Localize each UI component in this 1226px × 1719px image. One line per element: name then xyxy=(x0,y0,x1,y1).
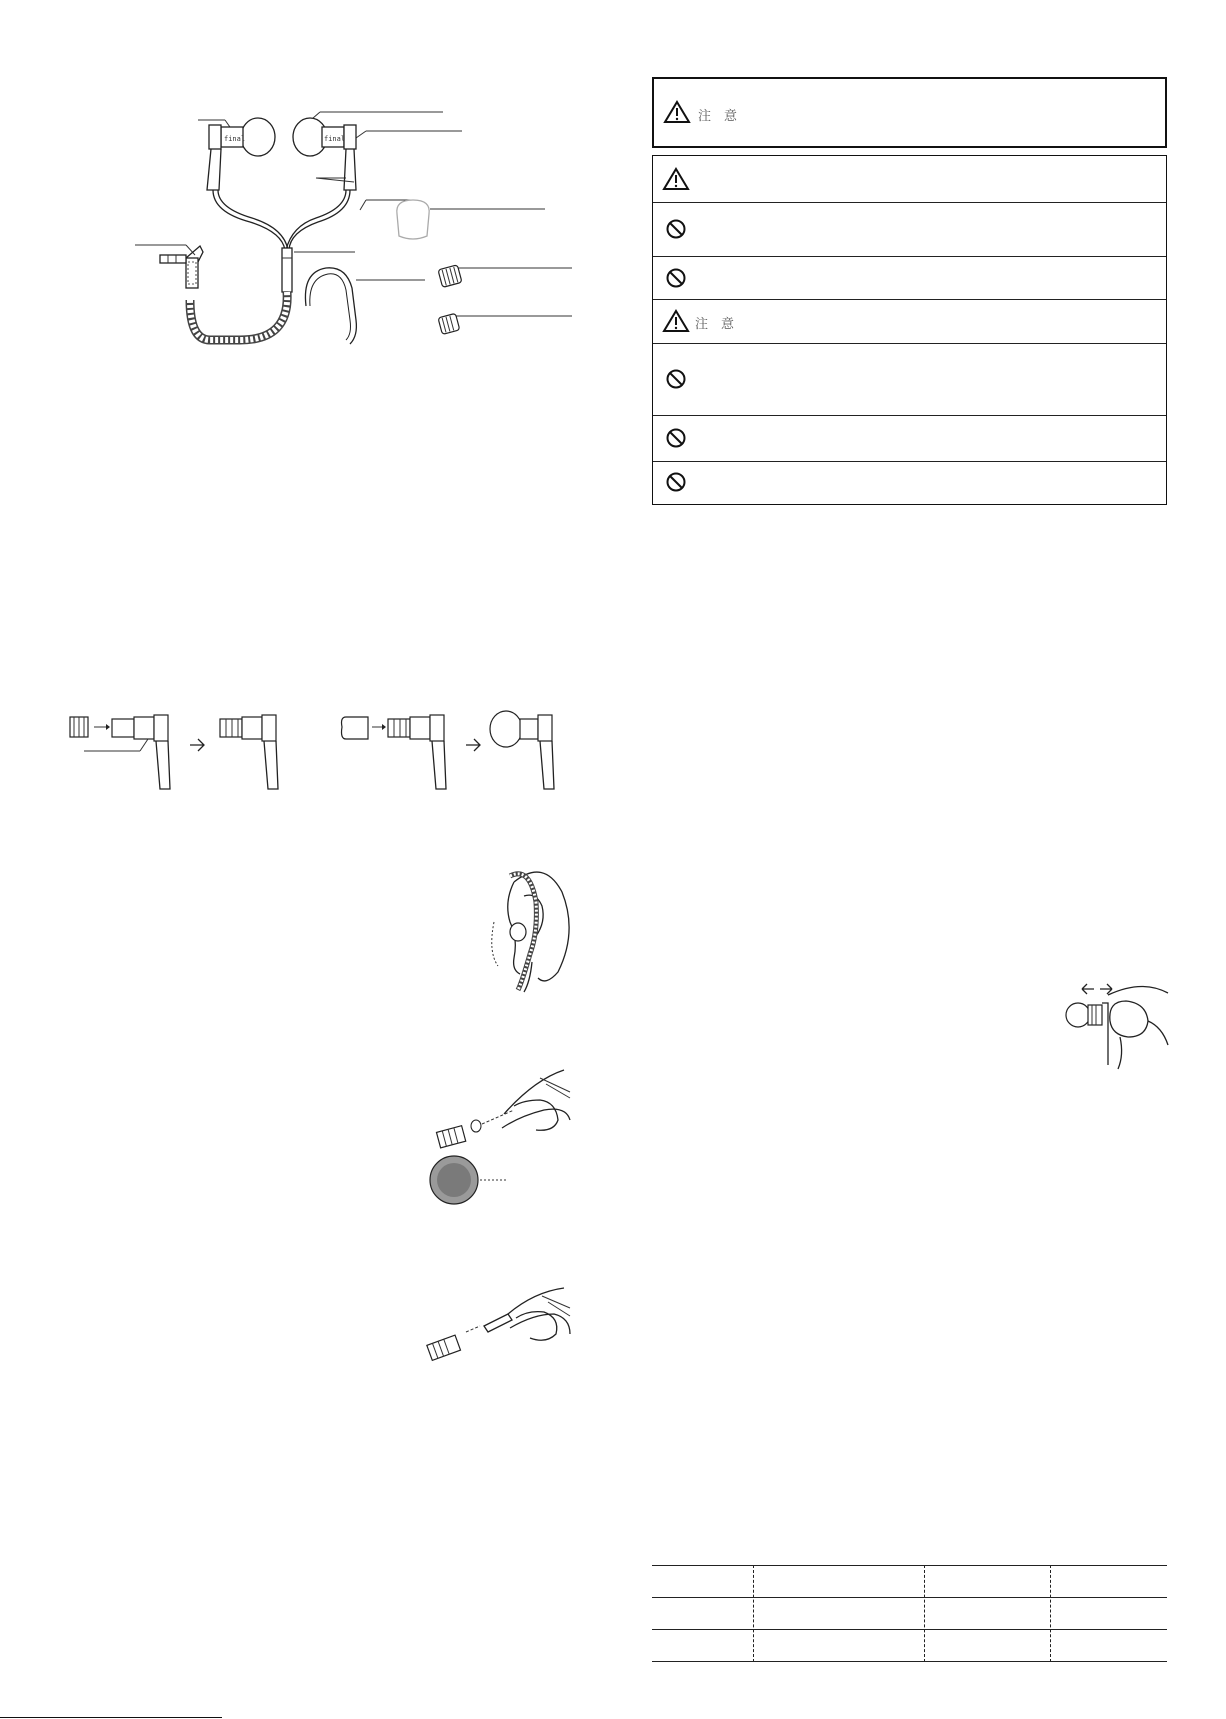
warning-triangle-icon xyxy=(663,167,689,191)
prohibition-icon xyxy=(665,427,687,449)
nozzle-attachment-diagram xyxy=(0,705,600,805)
earpiece-brand-right: final xyxy=(324,135,346,143)
spec-table-column-rule xyxy=(924,1565,925,1662)
spec-table-column-rule xyxy=(753,1565,754,1662)
prohibition-icon xyxy=(665,471,687,493)
ear-wearing-illustration xyxy=(474,862,584,1012)
fit-adjustment-illustration xyxy=(1062,975,1172,1075)
prohibition-row xyxy=(653,415,1166,462)
prohibition-row xyxy=(653,202,1166,257)
earphone-parts-diagram xyxy=(0,0,600,360)
warning-triangle-icon xyxy=(663,309,689,333)
warning-table xyxy=(652,155,1167,505)
spec-table-column-rule xyxy=(1050,1565,1051,1662)
caution-title: 注 意 xyxy=(698,109,738,124)
caution-row xyxy=(653,299,1166,344)
prohibition-row xyxy=(653,461,1166,503)
prohibition-icon xyxy=(665,267,687,289)
spec-table-row-rule xyxy=(652,1629,1167,1630)
cleaning-brush-illustration xyxy=(424,1070,574,1210)
prohibition-icon xyxy=(665,218,687,240)
specification-table xyxy=(652,1565,1167,1662)
caution-row-label: 注 意 xyxy=(695,317,735,332)
prohibition-icon xyxy=(665,368,687,390)
warning-row xyxy=(653,156,1166,203)
prohibition-row xyxy=(653,256,1166,300)
spec-table-row-rule xyxy=(652,1597,1167,1598)
caution-header-box xyxy=(652,77,1167,148)
spec-table-top-rule xyxy=(652,1565,1167,1566)
prohibition-row xyxy=(653,343,1166,416)
cleaning-tool-illustration xyxy=(424,1288,574,1388)
footer-rule xyxy=(0,1717,222,1718)
earpiece-brand-left: final xyxy=(224,135,246,143)
warning-triangle-icon xyxy=(664,100,690,124)
spec-table-bottom-rule xyxy=(652,1661,1167,1662)
